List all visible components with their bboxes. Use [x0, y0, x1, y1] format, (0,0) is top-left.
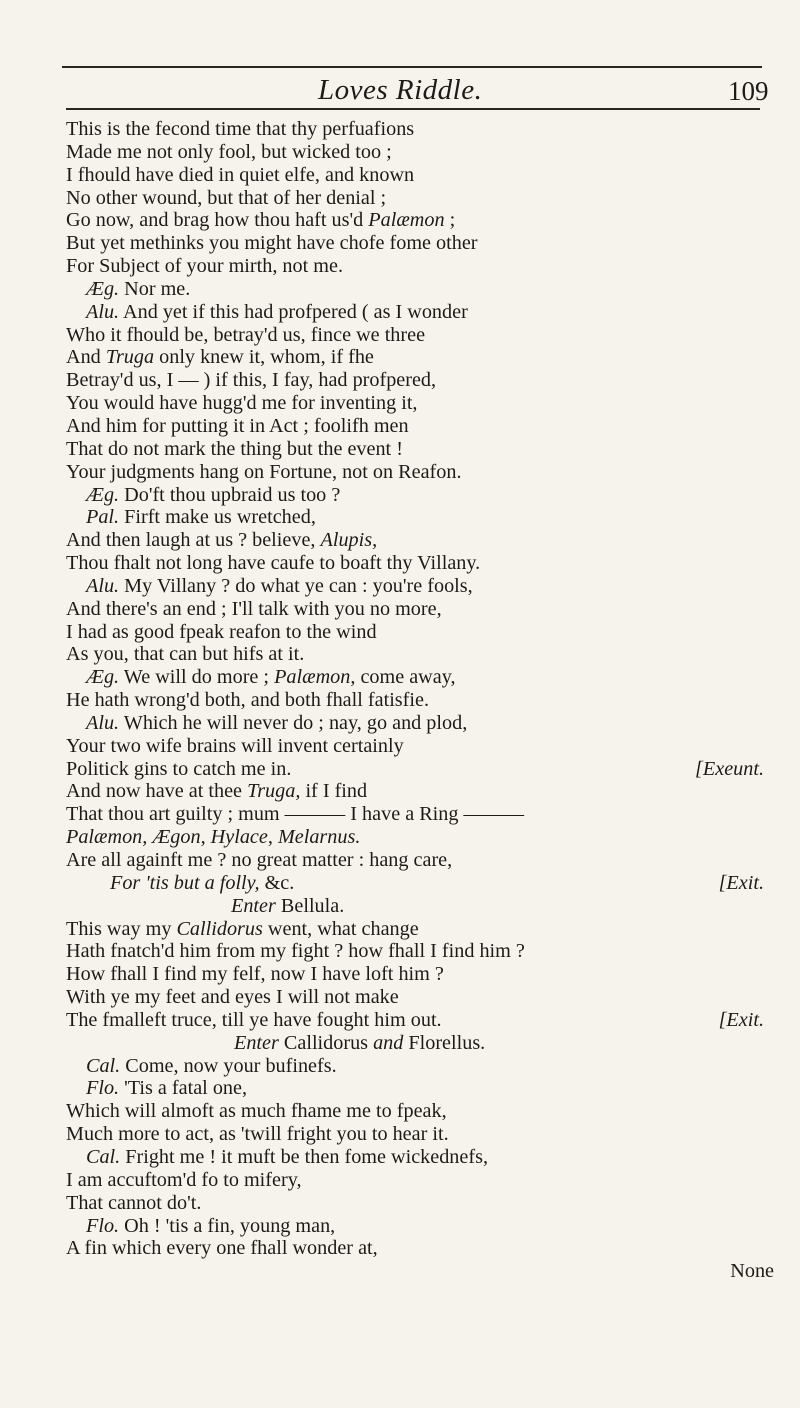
italic-name: Callidorus — [176, 917, 263, 940]
text-line — [66, 689, 776, 712]
exit-direction: [Exit. — [718, 1008, 764, 1031]
line-text: Oh ! 'tis a fin, young man, — [119, 1214, 336, 1237]
body-text — [66, 118, 776, 1283]
italic-name: Truga — [105, 346, 155, 369]
text-line — [66, 552, 776, 575]
speaker-name: Æg. — [86, 277, 120, 300]
line-text: With ye my feet and eyes I will not make — [66, 986, 399, 1009]
speaker-name: Æg. — [86, 666, 120, 689]
text-line — [66, 712, 776, 735]
line-text: As you, that can but hifs at it. — [66, 643, 305, 666]
line-text: That cannot do't. — [66, 1191, 202, 1214]
text-line — [66, 643, 776, 666]
line-text: This way my — [66, 917, 177, 940]
text-line — [66, 187, 776, 210]
text-line — [66, 1123, 776, 1146]
text-line — [66, 369, 776, 392]
speaker-name: Cal. — [86, 1054, 121, 1077]
text-line — [66, 872, 776, 895]
speaker-name: Cal. — [86, 1145, 121, 1168]
line-text: We will do more ; — [119, 666, 275, 689]
text-line — [66, 141, 776, 164]
text-line — [66, 918, 776, 941]
line-text: Hath fnatch'd him from my fight ? how fhall I find him ? — [66, 940, 525, 963]
line-text: No other wound, but that of her denial ; — [66, 186, 387, 209]
line-text: This is the fecond time that thy perfuafions — [66, 118, 415, 140]
italic-name: Palæmon — [368, 209, 445, 232]
page-header — [0, 68, 800, 108]
text-line — [66, 895, 776, 918]
text-line — [66, 164, 776, 187]
text-line — [66, 621, 776, 644]
speaker-name: Alu. — [86, 300, 120, 323]
line-text: Firft make us wretched, — [119, 506, 316, 529]
line-text: That thou art guilty ; mum ——— I have a Ring ——— — [66, 803, 525, 826]
line-text-tail: only knew it, whom, if fhe — [154, 346, 374, 369]
header-rule — [66, 108, 760, 110]
speaker-name: Flo. — [86, 1077, 120, 1100]
line-text: Who it fhould be, betray'd us, fince we three — [66, 323, 426, 346]
song-line: For 'tis but a folly, — [110, 871, 260, 894]
line-text: Fright me ! it muft be then fome wickednefs, — [120, 1145, 488, 1168]
line-text-tail: ; — [444, 209, 456, 232]
text-line — [66, 666, 776, 689]
line-text: And yet if this had profpered ( as I wonder — [119, 300, 468, 323]
speaker-name: Alu. — [86, 574, 120, 597]
text-line — [66, 803, 776, 826]
text-line — [66, 940, 776, 963]
line-text: A fin which every one fhall wonder at, — [66, 1237, 378, 1260]
text-line — [66, 301, 776, 324]
line-text: And there's an end ; I'll talk with you no more, — [66, 597, 442, 620]
text-line — [66, 484, 776, 507]
text-line — [66, 1009, 776, 1032]
line-text: The fmalleft truce, till ye have fought him out. — [66, 1008, 442, 1031]
text-line — [66, 849, 776, 872]
line-text: You would have hugg'd me for inventing it, — [66, 392, 418, 415]
text-line — [66, 780, 776, 803]
text-line — [66, 1192, 776, 1215]
text-line — [66, 278, 776, 301]
text-line — [66, 529, 776, 552]
line-text: Your judgments hang on Fortune, not on Reafon. — [66, 460, 462, 483]
text-line — [66, 963, 776, 986]
text-line — [66, 255, 776, 278]
character-list: Palæmon, Ægon, Hylace, Melarnus. — [66, 826, 361, 849]
stage-direction: Enter Bellula. — [231, 894, 345, 917]
line-text: But yet methinks you might have chofe fome other — [66, 232, 478, 255]
catchword: None — [730, 1260, 774, 1283]
line-text: And — [66, 346, 106, 369]
text-line — [66, 758, 776, 781]
exit-direction: [Exeunt. — [695, 757, 764, 780]
line-text: Nor me. — [119, 277, 191, 300]
line-text: For Subject of your mirth, not me. — [66, 255, 343, 278]
line-text: Much more to act, as 'twill fright you to hear it. — [66, 1123, 449, 1146]
exit-direction: [Exit. — [718, 871, 764, 894]
text-line — [66, 1169, 776, 1192]
line-text: 'Tis a fatal one, — [119, 1077, 248, 1100]
line-text: Thou fhalt not long have caufe to boaft thy Villany. — [66, 552, 481, 575]
line-text: Your two wife brains will invent certainly — [66, 734, 404, 757]
line-text-tail: went, what change — [262, 917, 419, 940]
text-line — [66, 461, 776, 484]
text-line — [66, 415, 776, 438]
text-line — [66, 438, 776, 461]
line-text: I am accuftom'd fo to mifery, — [66, 1168, 302, 1191]
text-line — [66, 1215, 776, 1238]
line-text-tail: &c. — [259, 871, 295, 894]
line-text: Which will almoft as much fhame me to fpeak, — [66, 1100, 447, 1123]
page-number: 109 — [728, 76, 769, 106]
speaker-name: Æg. — [86, 483, 120, 506]
line-text: Go now, and brag how thou haft us'd — [66, 209, 369, 232]
text-line — [66, 735, 776, 758]
line-text: That do not mark the thing but the event ! — [66, 437, 403, 460]
text-line — [66, 1055, 776, 1078]
text-line — [66, 575, 776, 598]
italic-name: Truga, — [247, 780, 301, 803]
text-line — [66, 506, 776, 529]
text-line — [66, 1077, 776, 1100]
speaker-name: Pal. — [86, 506, 120, 529]
line-text: How fhall I find my felf, now I have loft him ? — [66, 963, 444, 986]
line-text: Come, now your bufinefs. — [120, 1054, 337, 1077]
line-text: Which he will never do ; nay, go and plod, — [119, 711, 468, 734]
line-text: And him for putting it in Act ; foolifh men — [66, 414, 409, 437]
text-line — [66, 118, 776, 141]
line-text: I fhould have died in quiet elfe, and known — [66, 163, 415, 186]
text-line — [66, 346, 776, 369]
line-text: Are all againft me ? no great matter : hang care, — [66, 849, 453, 871]
text-line — [66, 1260, 776, 1283]
line-text-tail: come away, — [355, 666, 456, 689]
line-text: My Villany ? do what ye can : you're fools, — [119, 574, 473, 597]
text-line — [66, 324, 776, 347]
line-text: Politick gins to catch me in. — [66, 757, 292, 780]
line-text: Made me not only fool, but wicked too ; — [66, 140, 392, 163]
running-title: Loves Riddle. — [318, 74, 483, 106]
text-line — [66, 209, 776, 232]
text-line — [66, 1032, 776, 1055]
line-text: And now have at thee — [66, 780, 248, 803]
italic-name: Alupis, — [320, 529, 378, 552]
line-text: He hath wrong'd both, and both fhall fatisfie. — [66, 689, 430, 712]
text-line — [66, 1146, 776, 1169]
stage-direction: Enter Callidorus and Florellus. — [234, 1031, 486, 1054]
speaker-name: Flo. — [86, 1214, 120, 1237]
text-line — [66, 1237, 776, 1260]
line-text-tail: if I find — [300, 780, 368, 803]
line-text: And then laugh at us ? believe, — [66, 529, 321, 552]
text-line — [66, 1100, 776, 1123]
line-text: Betray'd us, I — ) if this, I fay, had profpered, — [66, 369, 437, 392]
text-line — [66, 232, 776, 255]
speaker-name: Alu. — [86, 711, 120, 734]
line-text: I had as good fpeak reafon to the wind — [66, 620, 377, 643]
text-line — [66, 826, 776, 849]
text-line — [66, 986, 776, 1009]
italic-name: Palæmon, — [274, 666, 356, 689]
text-line — [66, 598, 776, 621]
line-text: Do'ft thou upbraid us too ? — [119, 483, 341, 506]
text-line — [66, 392, 776, 415]
